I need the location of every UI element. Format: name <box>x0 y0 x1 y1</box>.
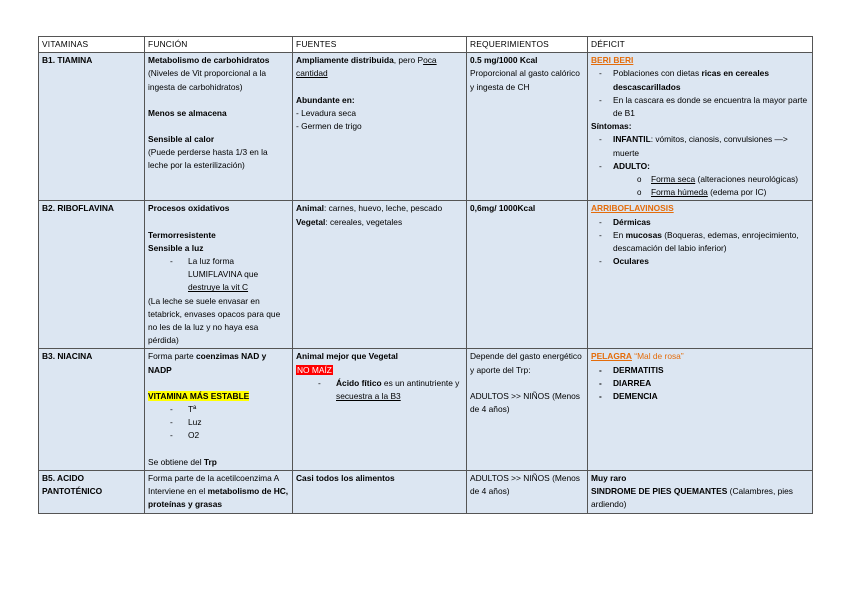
list-item: - DIARREA <box>591 377 809 390</box>
requirements-cell: 0.5 mg/1000 Kcal Proporcional al gasto calórico y ingesta de CH <box>467 53 588 201</box>
header-fuentes: FUENTES <box>293 37 467 53</box>
vitamin-name: B1. TIAMINA <box>39 53 145 201</box>
list-item: - DERMATITIS <box>591 364 809 377</box>
requirements-cell: Depende del gasto energético y aporte del Trp: ADULTOS >> NIÑOS (Menos de 4 años) <box>467 349 588 470</box>
header-row <box>39 37 813 53</box>
list-item: o Forma seca (alteraciones neurológicas) <box>591 173 809 186</box>
list-item: - ADULTO: <box>591 160 809 173</box>
warning-badge: NO MAÍZ <box>297 364 332 375</box>
table-row-b2 <box>39 201 813 349</box>
vitamins-table <box>38 36 813 514</box>
list-item: - INFANTIL: vómitos, cianosis, convulsiones —> muerte <box>591 133 809 159</box>
list-item: - En mucosas (Boqueras, edemas, enrojecimiento, descamación del labio inferior) <box>591 229 809 255</box>
list-item: - DEMENCIA <box>591 390 809 403</box>
list-item: - En la cascara es donde se encuentra la mayor parte de B1 <box>591 94 809 120</box>
list-item: - La luz forma LUMIFLAVINA que destruye la vit C <box>148 255 289 295</box>
vitamin-name: B5. ACIDO PANTOTÉNICO <box>39 470 145 513</box>
function-cell: Procesos oxidativos Termorresistente Sensible a luz - La luz forma LUMIFLAVINA que destruye la vit C (La leche se suele envasar en tetabrick, envases opacos para que no les de la luz y no haya esa pérdida) <box>145 201 293 349</box>
table-row-b5 <box>39 470 813 513</box>
vitamin-name: B2. RIBOFLAVINA <box>39 201 145 349</box>
sources-cell: Ampliamente distribuida, pero Poca cantidad Abundante en: - Levadura seca - Germen de trigo <box>293 53 467 201</box>
header-funcion: FUNCIÓN <box>145 37 293 53</box>
highlight-badge: VITAMINA MÁS ESTABLE <box>148 390 250 401</box>
list-item: - Luz <box>148 416 289 429</box>
list-item: - Tª <box>148 403 289 416</box>
deficit-cell: PELAGRA “Mal de rosa” - DERMATITIS - DIARREA - DEMENCIA <box>588 349 813 470</box>
requirements-cell: 0,6mg/ 1000Kcal <box>467 201 588 349</box>
sources-cell: Animal mejor que Vegetal NO MAÍZ - Ácido fítico es un antinutriente y secuestra a la B3 <box>293 349 467 470</box>
function-cell: Forma parte de la acetilcoenzima A Interviene en el metabolismo de HC, proteínas y grasas <box>145 470 293 513</box>
list-item: - O2 <box>148 429 289 442</box>
table-row-b3 <box>39 349 813 470</box>
deficit-cell: BERI BERI - Poblaciones con dietas ricas en cereales descascarillados - En la cascara es donde se encuentra la mayor parte de B1 Síntomas: - INFANTIL: vómitos, cianosis, convulsiones —> muerte - ADULTO: o Forma seca (alteraciones neurológicas) o Forma húmeda (edema por IC) <box>588 53 813 201</box>
function-cell: Metabolismo de carbohidratos (Niveles de Vit proporcional a la ingesta de carbohidratos) Menos se almacena Sensible al calor (Puede perderse hasta 1/3 en la leche por la esterilización) <box>145 53 293 201</box>
function-cell: Forma parte coenzimas NAD y NADP VITAMINA MÁS ESTABLE - Tª - Luz - O2 Se obtiene del Trp <box>145 349 293 470</box>
header-vitaminas: VITAMINAS <box>39 37 145 53</box>
header-requerimientos: REQUERIMIENTOS <box>467 37 588 53</box>
list-item: o Forma húmeda (edema por IC) <box>591 186 809 199</box>
table-row-b1 <box>39 53 813 201</box>
list-item: - Oculares <box>591 255 809 268</box>
sources-cell: Casi todos los alimentos <box>293 470 467 513</box>
sources-cell: Animal: carnes, huevo, leche, pescado Vegetal: cereales, vegetales <box>293 201 467 349</box>
vitamin-name: B3. NIACINA <box>39 349 145 470</box>
deficit-cell: Muy raro SINDROME DE PIES QUEMANTES (Calambres, pies ardiendo) <box>588 470 813 513</box>
list-item: - Ácido fítico es un antinutriente y secuestra a la B3 <box>296 377 463 403</box>
list-item: - Poblaciones con dietas ricas en cereales descascarillados <box>591 67 809 93</box>
header-deficit: DÉFICIT <box>588 37 813 53</box>
requirements-cell: ADULTOS >> NIÑOS (Menos de 4 años) <box>467 470 588 513</box>
deficit-cell: ARRIBOFLAVINOSIS - Dérmicas - En mucosas (Boqueras, edemas, enrojecimiento, descamación del labio inferior) - Oculares <box>588 201 813 349</box>
list-item: - Dérmicas <box>591 216 809 229</box>
